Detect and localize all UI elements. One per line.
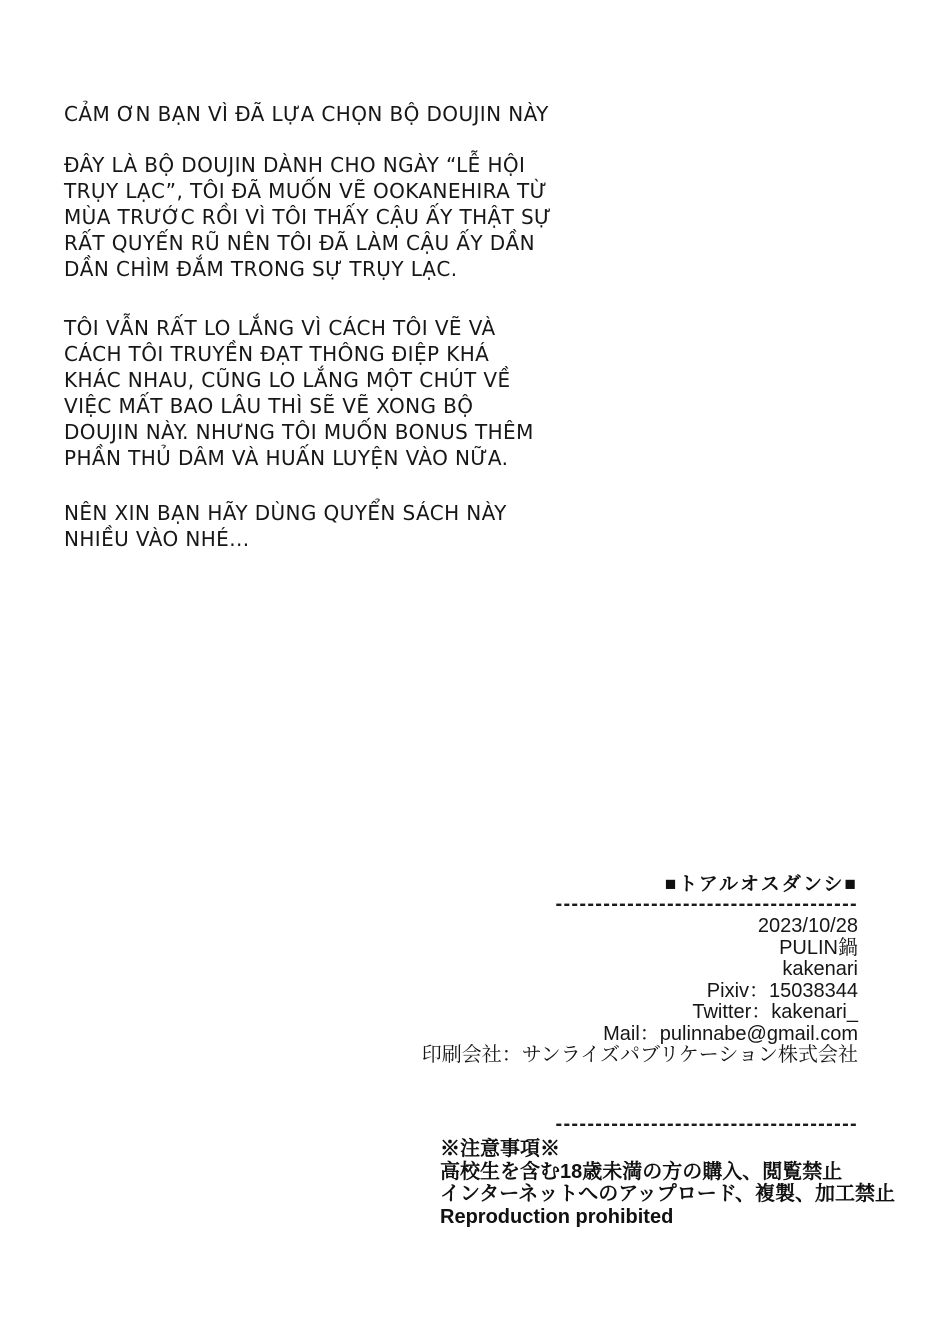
notice-upload-prohibition: インターネットへのアップロード、複製、加工禁止 [440, 1183, 895, 1205]
notice-age-restriction: 高校生を含む18歳未満の方の購入、閲覧禁止 [440, 1160, 843, 1183]
afterword-line: ĐÂY LÀ BỘ DOUJIN DÀNH CHO NGÀY “LỄ HỘI [64, 153, 526, 177]
credit-lines [422, 916, 858, 1067]
credit-twitter-handle: Twitter：kakenari_ [692, 1001, 858, 1023]
notice-divider: -------------------------------------- [555, 1113, 858, 1135]
notice-heading: ※注意事項※ [440, 1138, 560, 1160]
afterword-line: NHIỀU VÀO NHÉ... [64, 527, 250, 551]
credits-divider: -------------------------------------- [555, 893, 858, 915]
afterword-paragraph-closing [64, 500, 507, 552]
afterword-line: PHẦN THỦ DÂM VÀ HUẤN LUYỆN VÀO NỮA. [64, 446, 509, 470]
afterword-line: TÔI VẪN RẤT LO LẮNG VÌ CÁCH TÔI VẼ VÀ [64, 316, 496, 340]
afterword-line: TRỤY LẠC”, TÔI ĐÃ MUỐN VẼ OOKANEHIRA TỪ [64, 179, 548, 203]
afterword-paragraph-intro [64, 152, 552, 282]
notice-lines [440, 1138, 895, 1228]
afterword-line: DẦN CHÌM ĐẮM TRONG SỰ TRỤY LẠC. [64, 257, 458, 281]
credit-mail-address: Mail：pulinnabe@gmail.com [603, 1022, 858, 1045]
afterword-paragraph-worries [64, 315, 534, 471]
doujin-title: ■トアルオスダンシ■ [664, 874, 858, 895]
credit-circle-name: PULIN鍋 [779, 936, 858, 959]
afterword-paragraph-thanks [64, 101, 549, 127]
notice-reproduction-prohibited: Reproduction prohibited [440, 1205, 674, 1228]
afterword-line: RẤT QUYẾN RŨ NÊN TÔI ĐÃ LÀM CẬU ẤY DẦN [64, 231, 535, 255]
credit-date: 2023/10/28 [757, 915, 858, 937]
afterword-line: VIỆC MẤT BAO LÂU THÌ SẼ VẼ XONG BỘ [64, 394, 474, 418]
afterword-line: CÁCH TÔI TRUYỀN ĐẠT THÔNG ĐIỆP KHÁ [64, 342, 490, 366]
credit-pixiv-id: Pixiv：15038344 [706, 979, 858, 1002]
afterword-line: KHÁC NHAU, CŨNG LO LẮNG MỘT CHÚT VỀ [64, 368, 511, 392]
credits-block [422, 872, 858, 1067]
credit-author-name: kakenari [782, 958, 858, 980]
afterword-line: DOUJIN NÀY. NHƯNG TÔI MUỐN BONUS THÊM [64, 420, 534, 444]
afterword-line: MÙA TRƯỚC RỒI VÌ TÔI THẤY CẬU ẤY THẬT SỰ [64, 205, 552, 229]
afterword-line: NÊN XIN BẠN HÃY DÙNG QUYỂN SÁCH NÀY [64, 501, 507, 525]
credit-printing-company: 印刷会社：サンライズパブリケーション株式会社 [421, 1044, 858, 1066]
afterword-line: CẢM ƠN BẠN VÌ ĐÃ LỰA CHỌN BỘ DOUJIN NÀY [64, 102, 549, 126]
notice-block [440, 1113, 895, 1228]
